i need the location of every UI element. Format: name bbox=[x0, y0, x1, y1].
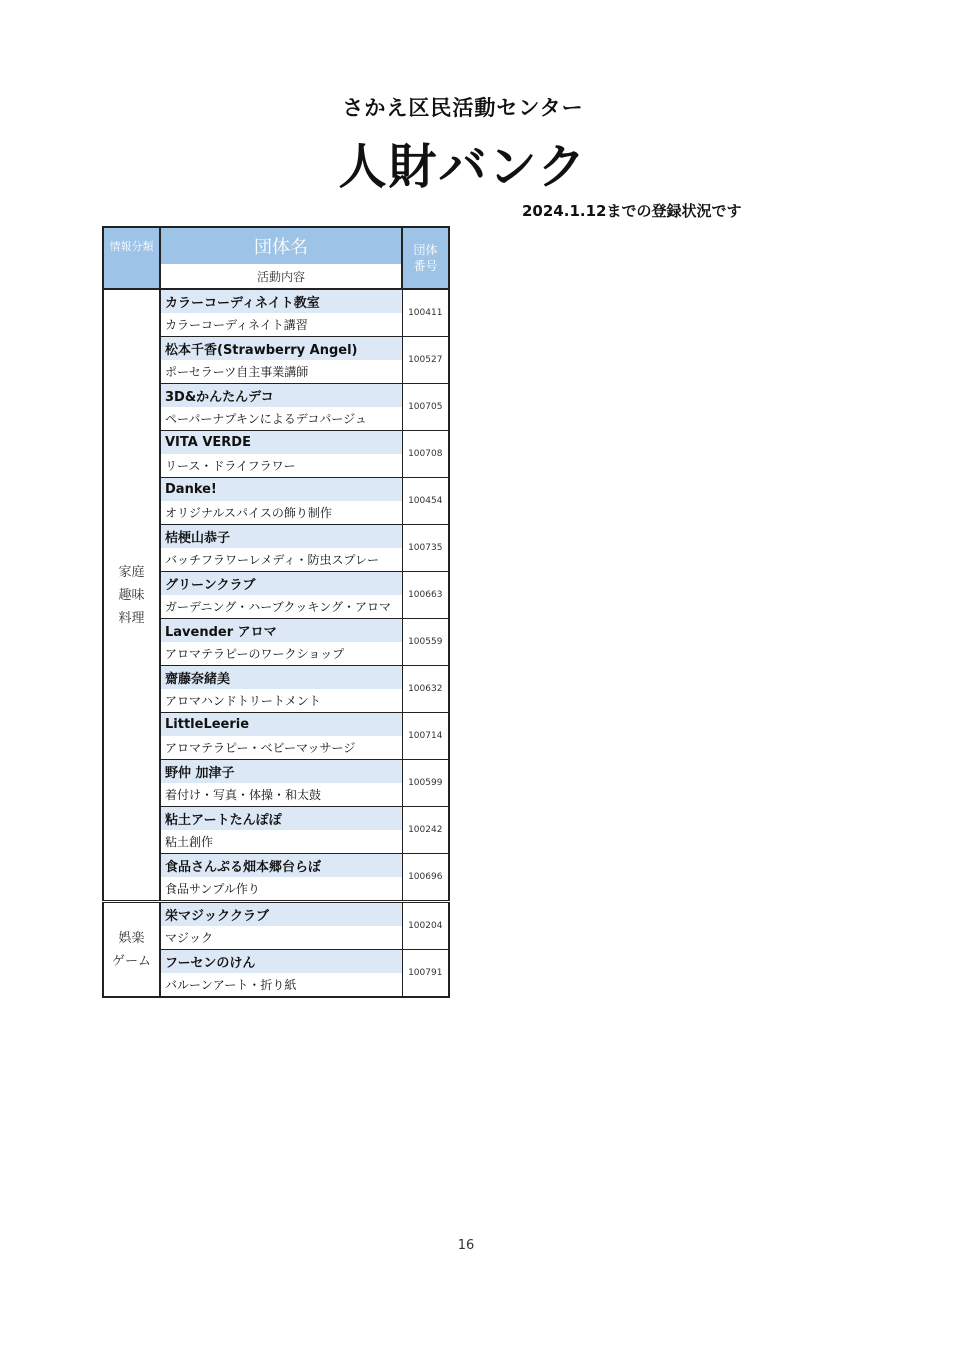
group-name-row bbox=[103, 289, 449, 313]
group-name: VITA VERDE bbox=[160, 431, 402, 455]
group-activity: アロマハンドトリートメント bbox=[160, 689, 402, 713]
group-number: 100632 bbox=[402, 666, 449, 713]
group-activity: アロマテラピーのワークショップ bbox=[160, 642, 402, 666]
group-activity: マジック bbox=[160, 926, 402, 950]
group-number: 100705 bbox=[402, 384, 449, 431]
group-name: フーセンのけん bbox=[160, 950, 402, 974]
header-category: 情報分類 bbox=[103, 227, 160, 289]
group-name: Lavender アロマ bbox=[160, 619, 402, 643]
group-activity: ガーデニング・ハーブクッキング・アロマ bbox=[160, 595, 402, 619]
group-name: 桔梗山恭子 bbox=[160, 525, 402, 549]
group-name: Danke! bbox=[160, 478, 402, 502]
group-name: グリーンクラブ bbox=[160, 572, 402, 596]
group-activity: オリジナルスパイスの飾り制作 bbox=[160, 501, 402, 525]
page-title: 人財バンク bbox=[338, 139, 588, 195]
group-name: 粘土アートたんぽぽ bbox=[160, 807, 402, 831]
category-label: 娯楽 ゲーム bbox=[103, 902, 160, 998]
group-number: 100696 bbox=[402, 854, 449, 902]
group-number: 100708 bbox=[402, 431, 449, 478]
group-number: 100791 bbox=[402, 950, 449, 998]
group-name: 松本千香(Strawberry Angel) bbox=[160, 337, 402, 361]
group-name: LittleLeerie bbox=[160, 713, 402, 737]
group-name: 栄マジッククラブ bbox=[160, 902, 402, 927]
group-activity: 着付け・写真・体操・和太鼓 bbox=[160, 783, 402, 807]
header-group-name: 団体名 bbox=[160, 227, 402, 264]
header-group-number: 団体 番号 bbox=[402, 227, 449, 289]
group-activity: 食品サンプル作り bbox=[160, 877, 402, 902]
group-name: 齋藤奈緒美 bbox=[160, 666, 402, 690]
group-activity: ペーパーナプキンによるデコパージュ bbox=[160, 407, 402, 431]
group-number: 100204 bbox=[402, 902, 449, 950]
group-number: 100735 bbox=[402, 525, 449, 572]
group-number: 100663 bbox=[402, 572, 449, 619]
group-activity: アロマテラピー・ベビーマッサージ bbox=[160, 736, 402, 760]
group-activity: バルーンアート・折り紙 bbox=[160, 973, 402, 997]
group-number: 100599 bbox=[402, 760, 449, 807]
group-activity: カラーコーディネイト講習 bbox=[160, 313, 402, 337]
group-name: 野仲 加津子 bbox=[160, 760, 402, 784]
group-number: 100527 bbox=[402, 337, 449, 384]
group-activity: 粘土創作 bbox=[160, 830, 402, 854]
center-name: さかえ区民活動センター bbox=[342, 96, 584, 120]
group-name: 3D&かんたんデコ bbox=[160, 384, 402, 408]
table-header-row bbox=[103, 227, 449, 264]
talent-bank-table bbox=[102, 226, 450, 998]
as-of-date: 2024.1.12までの登録状況です bbox=[522, 202, 742, 220]
page-number: 16 bbox=[457, 1238, 475, 1253]
group-name: 食品さんぷる畑本郷台らぼ bbox=[160, 854, 402, 878]
group-number: 100714 bbox=[402, 713, 449, 760]
group-activity: リース・ドライフラワー bbox=[160, 454, 402, 478]
category-label: 家庭 趣味 料理 bbox=[103, 289, 160, 902]
group-name: カラーコーディネイト教室 bbox=[160, 289, 402, 313]
group-number: 100559 bbox=[402, 619, 449, 666]
group-activity: バッチフラワーレメディ・防虫スプレー bbox=[160, 548, 402, 572]
group-name-row bbox=[103, 902, 449, 927]
group-number: 100411 bbox=[402, 289, 449, 337]
group-number: 100242 bbox=[402, 807, 449, 854]
header-activity: 活動内容 bbox=[160, 264, 402, 289]
group-number: 100454 bbox=[402, 478, 449, 525]
group-activity: ポーセラーツ自主事業講師 bbox=[160, 360, 402, 384]
